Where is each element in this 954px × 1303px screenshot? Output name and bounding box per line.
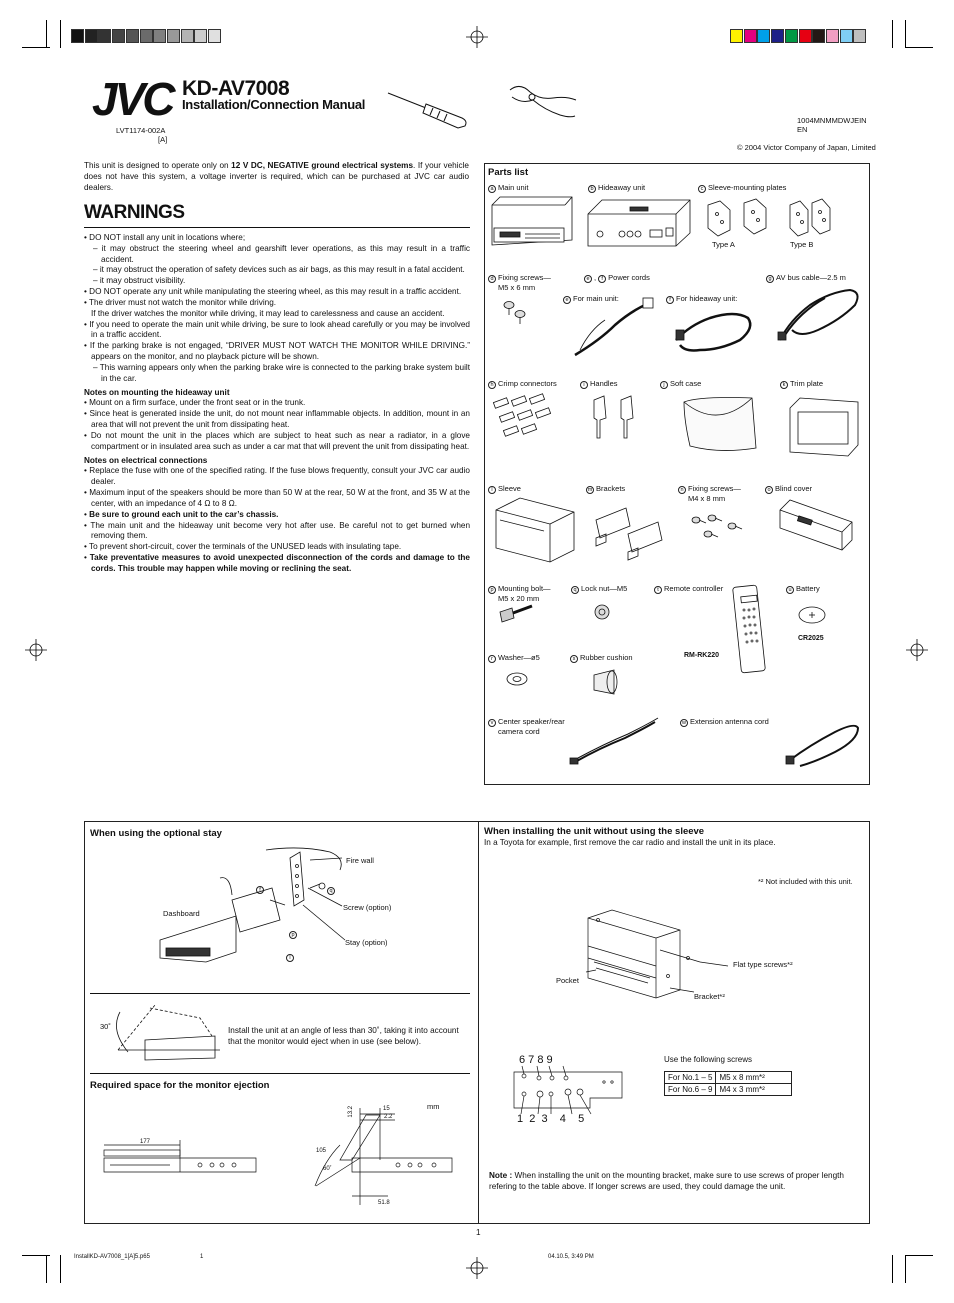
parts-list-box — [484, 163, 870, 785]
color-swatch — [757, 29, 770, 43]
file-name: InstallKD-AV7008_1[A]5.p65 — [74, 1254, 150, 1260]
list-item-text: If the driver watches the monitor while driving, it may lead to carelessness and cause an accident. — [91, 308, 445, 318]
remote-model: RM-RK220 — [684, 652, 720, 659]
screw-label: Screw (option) — [343, 903, 392, 912]
unit-label: mm — [427, 1102, 440, 1111]
warning-item — [84, 233, 470, 244]
list-item-text: it may obstruct the steering wheel and gearshift lever operations, as this may result in a traffic accident. — [101, 243, 470, 264]
jvc-logo: JVC — [92, 73, 173, 125]
list-item-text: Replace the fuse with one of the specified rating. If the fuse blows frequently, consult your JVC car audio dealer. — [89, 466, 470, 487]
type-b-label: Type B — [790, 240, 814, 249]
color-swatch — [853, 29, 866, 43]
warning-item — [84, 265, 470, 276]
bullet: • — [84, 233, 90, 242]
list-item-text: This warning appears only when the parking brake wire is connected to the parking brake system built in the car. — [99, 362, 470, 383]
sleeve-intro: In a Toyota for example, first remove the car radio and install the unit in its place. — [484, 838, 776, 847]
bullet: • — [84, 509, 90, 519]
list-item-text: If the parking brake is not engaged, “DRIVER MUST NOT WATCH THE MONITOR WHILE DRIVING.” appears on the monitor, and no playback picture will be shown. — [89, 341, 470, 362]
electrical-note-item — [84, 521, 470, 543]
part-t-label: t Remote controller — [654, 584, 723, 594]
copyright: © 2004 Victor Company of Japan, Limited — [737, 143, 876, 152]
part-l-label: l Sleeve — [488, 484, 521, 494]
electrical-note-item — [84, 553, 470, 575]
hideaway-notes-title: Notes on mounting the hideaway unit — [84, 387, 230, 397]
screw-bottom-numbers: 1 2 3 4 5 — [517, 1113, 585, 1125]
electrical-note-item — [84, 488, 470, 510]
table-cell: For No.1 – 5 — [665, 1072, 716, 1084]
part-m-label: m Brackets — [587, 484, 626, 493]
warning-item — [84, 363, 470, 385]
gray-swatch — [98, 29, 111, 43]
part-q-label: q Lock nut—M5 — [571, 584, 627, 594]
part-b-label: b Hideaway unit — [588, 183, 645, 193]
gray-swatch — [181, 29, 194, 43]
electrical-note-item — [84, 510, 470, 521]
mark-p: p — [289, 929, 299, 939]
bullet: • — [84, 409, 90, 419]
page-number: 1 — [476, 1228, 481, 1237]
list-item-text: Take preventative measures to avoid unexpected disconnection of the cords and damage to the cords. This trouble may happen while moving or reclining the seat. — [89, 553, 470, 573]
bracket-label: Bracket*² — [694, 992, 725, 1001]
color-swatch — [744, 29, 757, 43]
list-item-text: The driver must not watch the monitor while driving. — [89, 297, 277, 307]
part-n-label: n Fixing screws— M4 x 8 mm — [678, 484, 741, 503]
fire-wall-label: Fire wall — [346, 856, 374, 865]
list-item-text: it may obstruct the operation of safety devices such as air bags, as this may result in a fatal accident. — [99, 265, 465, 275]
pocket-label: Pocket — [556, 976, 579, 985]
gray-swatch — [208, 29, 221, 43]
list-item-text: To prevent short-circuit, cover the terminals of the UNUSED leads with insulating tape. — [89, 542, 402, 552]
bullet: • — [84, 430, 91, 440]
bullet: • — [84, 341, 90, 351]
file-page: 1 — [200, 1254, 204, 1260]
list-item-text: If you need to operate the main unit while driving, be sure to look ahead carefully or you may be involved in a traffic accident. — [89, 319, 470, 340]
soft-case-icon — [684, 398, 756, 451]
hideaway-note-item — [84, 409, 470, 431]
type-a-label: Type A — [712, 240, 735, 249]
hideaway-note-item — [84, 398, 470, 409]
bullet: – — [93, 362, 100, 372]
dim-15: 15 — [383, 1106, 390, 1112]
screw-table — [664, 1071, 792, 1096]
angle-note: Install the unit at an angle of less than 30˚, taking it into account that the monitor would eject when in use (see below). — [228, 1026, 459, 1046]
part-w-label: w Extension antenna cord — [682, 717, 769, 726]
part-j-label: j Soft case — [660, 379, 701, 389]
table-cell: M4 x 3 mm*² — [716, 1084, 792, 1096]
warning-item — [84, 341, 470, 363]
lang-code: EN — [797, 125, 808, 134]
mark-l: l — [286, 952, 296, 962]
gray-swatch — [153, 29, 166, 43]
mounting-note: Note : When installing the unit on the mounting bracket, make sure to use screws of proper length refering to the table above. If longer screws are used, they could damage the unit. — [489, 1171, 844, 1191]
stay-title: When using the optional stay — [90, 828, 222, 839]
part-a-label: a Main unit — [488, 183, 528, 193]
warning-item — [84, 276, 470, 287]
ejection-title: Required space for the monitor ejection — [90, 1080, 270, 1091]
dim-vertical: 13.2 — [348, 1105, 355, 1118]
gray-swatch — [194, 29, 207, 43]
color-swatch — [730, 29, 743, 43]
part-g-label: g AV bus cable—2.5 m — [766, 273, 846, 283]
warning-item — [84, 244, 470, 266]
bullet: – — [93, 243, 102, 253]
dim-105: 105 — [316, 1148, 327, 1154]
part-r-label: r Washer—ø5 — [488, 653, 540, 663]
dashboard-label: Dashboard — [163, 909, 200, 918]
warning-item — [84, 287, 470, 298]
mark-q: q — [327, 885, 337, 895]
manual-title: Installation/Connection Manual — [182, 97, 366, 112]
dim-22: 2.2 — [384, 1114, 393, 1120]
warnings-title: WARNINGS — [84, 202, 185, 223]
sleeve-title: When installing the unit without using the sleeve — [484, 826, 705, 837]
doc-rev: [A] — [158, 135, 168, 144]
electrical-note-item — [84, 542, 470, 553]
warning-item — [84, 320, 470, 342]
warnings-body — [84, 233, 470, 575]
bullet: • — [84, 466, 90, 476]
model-name: KD-AV7008 — [182, 77, 290, 100]
list-item-text: Be sure to ground each unit to the car’s chassis. — [89, 509, 279, 519]
color-swatch — [771, 29, 784, 43]
bullet: • — [84, 553, 90, 563]
gray-swatch — [71, 29, 84, 43]
screw-top-numbers: 6 7 8 9 — [519, 1054, 553, 1066]
nut-icon — [595, 605, 609, 619]
vertical-divider — [478, 821, 479, 1224]
gray-swatch — [167, 29, 180, 43]
gray-swatch — [126, 29, 139, 43]
part-e-sub-label: e For main unit: — [563, 294, 619, 304]
flat-screws-label: Flat type screws*² — [733, 960, 793, 969]
installation-box — [84, 821, 870, 1224]
main-unit-icon — [492, 197, 572, 245]
mark-f: f — [256, 884, 266, 894]
color-swatch — [840, 29, 853, 43]
part-h-label: h Crimp connectors — [488, 379, 557, 389]
warning-item — [84, 298, 470, 309]
part-u-label: u Battery — [786, 584, 820, 594]
dim-60: 60˚ — [323, 1166, 332, 1172]
list-item-text: Maximum input of the speakers should be more than 50 W at the rear, 50 W at the front, and 35 W at the center, with an impedance of 4 Ω to 8 Ω. — [89, 488, 470, 508]
bullet: – — [93, 276, 100, 286]
angle-label: 30˚ — [100, 1022, 111, 1031]
parts-list-title: Parts list — [488, 167, 529, 178]
part-k-label: k Trim plate — [780, 379, 823, 389]
warning-item — [84, 309, 470, 320]
doc-code: LVT1174-002A — [116, 126, 166, 135]
dim-177: 177 — [140, 1139, 151, 1145]
part-s-label: s Rubber cushion — [570, 653, 633, 663]
intro-text: This unit is designed to operate only on 12 V DC, NEGATIVE ground electrical systems. If your vehicle does not have this system, a voltage inverter is required, which can be purchased at JVC car audio dealers. — [84, 161, 469, 192]
table-cell: M5 x 8 mm*² — [716, 1072, 792, 1084]
file-date: 04.10.5, 3:49 PM — [548, 1254, 594, 1260]
table-row — [665, 1084, 792, 1096]
gray-swatch — [140, 29, 153, 43]
bullet: • — [84, 520, 91, 530]
bullet: • — [84, 287, 90, 297]
color-swatch — [799, 29, 812, 43]
part-p-label: p Mounting bolt— M5 x 20 mm — [488, 584, 551, 603]
part-v-label: v Center speaker/rear camera cord — [488, 717, 565, 736]
battery-model: CR2025 — [798, 635, 824, 642]
list-item-text: DO NOT operate any unit while manipulating the steering wheel, as this may result in a traffic accident. — [89, 287, 462, 297]
stay-label: Stay (option) — [345, 938, 388, 947]
part-ef-label: e , f Power cords — [584, 273, 650, 283]
color-swatch — [812, 29, 825, 43]
screw-position-diagram — [0, 0, 1, 1]
hideaway-note-item — [84, 431, 470, 453]
color-swatch — [826, 29, 839, 43]
bullet: • — [84, 297, 89, 307]
part-f-sub-label: f For hideaway unit: — [666, 294, 737, 304]
bullet: • — [84, 319, 90, 329]
dim-518: 51.8 — [378, 1200, 390, 1206]
part-o-label: o Blind cover — [765, 484, 812, 494]
print-code: 1004MNMMDWJEIN — [797, 116, 867, 125]
bullet: • — [84, 398, 90, 408]
part-d-label: d Fixing screws— M5 x 6 mm — [488, 273, 551, 292]
list-item-text: The main unit and the hideaway unit become very hot after use. Be careful not to get burned when removing them. — [90, 520, 471, 541]
divider — [90, 993, 470, 994]
list-item-text: Mount on a firm surface, under the front seat or in the trunk. — [89, 398, 306, 408]
divider — [90, 1073, 470, 1074]
bullet: • — [84, 488, 90, 498]
gray-swatch — [85, 29, 98, 43]
gray-swatch — [112, 29, 125, 43]
list-item-text: DO NOT install any unit in locations where; — [89, 233, 246, 242]
hideaway-unit-icon — [588, 200, 690, 246]
electrical-note-item — [84, 466, 470, 488]
list-item-text: it may obstruct visibility. — [99, 276, 186, 286]
use-screws-label: Use the following screws — [664, 1055, 753, 1064]
bullet: • — [84, 542, 89, 552]
divider — [84, 227, 470, 228]
list-item-text: Since heat is generated inside the unit, do not mount near inflammable objects. In addition, mount in an area that will not prevent the unit from dissipating heat. — [89, 409, 470, 430]
not-included-note: *² Not included with this unit. — [758, 877, 853, 886]
bullet: – — [93, 265, 100, 275]
electrical-notes-title: Notes on electrical connections — [84, 455, 208, 465]
part-i-label: i Handles — [580, 379, 618, 389]
part-c-label: c Sleeve-mounting plates — [698, 183, 786, 193]
color-swatch — [785, 29, 798, 43]
list-item-text: Do not mount the unit in the places which are subject to heat such as near a radiator, in a glove compartment or in insulated area such as under a car mat that will prevent the unit from dissipating heat. — [90, 430, 470, 451]
table-cell: For No.6 – 9 — [665, 1084, 716, 1096]
table-row — [665, 1072, 792, 1084]
